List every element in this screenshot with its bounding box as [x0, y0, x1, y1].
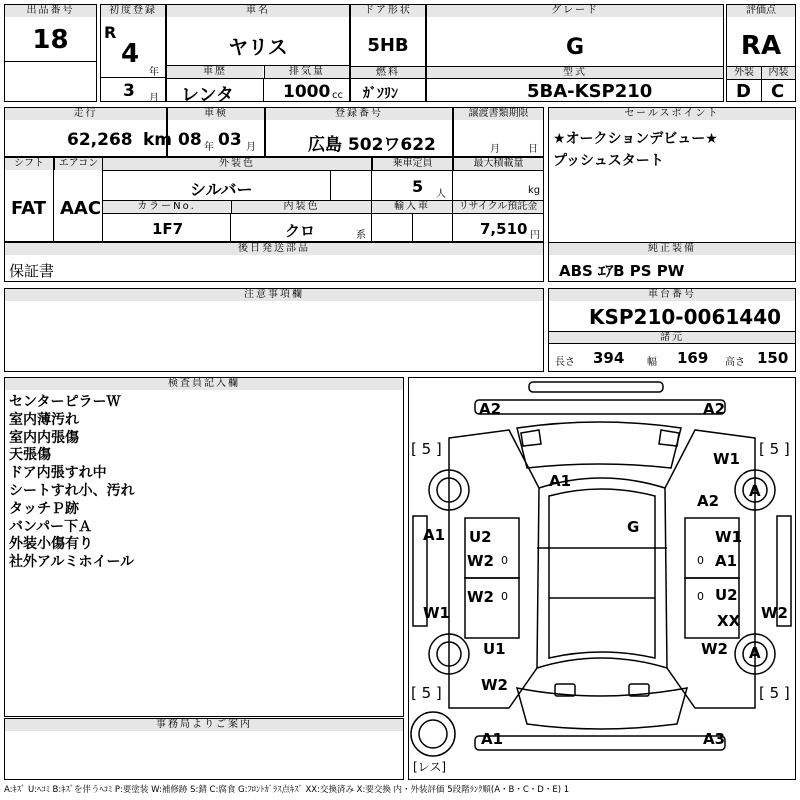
load-unit: kg [528, 185, 541, 196]
reg-year: 4 [121, 39, 140, 69]
later-parts: 保証書 [9, 262, 55, 280]
first-registration-label: 初度登録 [101, 5, 165, 17]
color-number-label: カラーNo. [103, 201, 230, 213]
office-notice-label: 事務局よりご案内 [5, 719, 403, 731]
lot-number-cell [4, 4, 97, 102]
model: 5BA-KSP210 [527, 81, 653, 102]
capacity-unit: 人 [436, 189, 446, 200]
transfer-cell [453, 107, 544, 157]
recycle-fee-unit: 円 [530, 230, 540, 241]
car-name: ヤリス [228, 35, 288, 59]
damage-mark: 0 [501, 590, 508, 603]
inspection-year-unit: 年 [204, 142, 214, 153]
sales-point-cell [548, 107, 796, 243]
damage-mark: [ 5 ] [411, 684, 442, 702]
genuine-equipment-label: 純正装備 [549, 243, 795, 255]
grade: G [565, 35, 585, 60]
damage-mark: W1 [423, 604, 450, 622]
caution-label: 注意事項欄 [5, 289, 543, 301]
damage-mark: A1 [715, 552, 738, 570]
damage-mark: A1 [481, 730, 504, 748]
damage-mark: A3 [703, 730, 726, 748]
door-label: ドア形状 [351, 5, 425, 17]
genuine-equipment: ABS ｴｱB PS PW [559, 262, 685, 280]
sales-point-label: セールスポイント [549, 108, 795, 120]
damage-mark: A2 [479, 400, 502, 418]
sales-line-2: プッシュスタート [553, 153, 664, 169]
specs-label: 諸元 [549, 331, 795, 344]
displacement-label: 排気量 [264, 66, 349, 78]
ac-label: エアコン [54, 158, 102, 170]
inspector-note: ドア内張すれ中 [9, 465, 107, 482]
inspector-note: 外装小傷有り [9, 536, 93, 553]
damage-mark: W2 [701, 640, 728, 658]
damage-mark: A2 [697, 492, 720, 510]
inspector-notes-label: 検査員記入欄 [5, 378, 403, 390]
recycle-fee: 7,510 [480, 220, 528, 238]
car-name-label: 車名 [167, 5, 349, 17]
inspector-notes-list [9, 394, 135, 572]
interior-color-unit: 系 [356, 230, 366, 241]
first-registration-cell [100, 4, 166, 102]
mileage-unit: km [143, 130, 173, 150]
lot-number-label: 出品番号 [5, 5, 96, 17]
damage-mark: 0 [501, 554, 508, 567]
damage-mark: W2 [467, 588, 494, 606]
grade-label: グレード [427, 5, 723, 17]
width: 169 [677, 349, 709, 367]
damage-mark: 0 [697, 590, 704, 603]
later-parts-label: 後日発送部品 [5, 243, 543, 255]
color-number: 1F7 [152, 220, 184, 238]
caution-cell [4, 288, 544, 372]
exterior-grade-label: 外装 [727, 67, 761, 79]
office-notice-cell [4, 718, 404, 780]
exterior-grade: D [736, 81, 751, 102]
damage-mark: W2 [761, 604, 788, 622]
shift: FAT [11, 198, 47, 219]
displacement-unit: cc [332, 90, 343, 101]
inspector-note: 天張傷 [9, 447, 51, 464]
transfer-label: 譲渡書類期限 [454, 108, 543, 120]
plate-cell [265, 107, 453, 157]
damage-map [408, 377, 796, 780]
damage-mark: XX [717, 612, 741, 630]
damage-mark: U2 [469, 528, 492, 546]
damage-mark: W1 [715, 528, 742, 546]
damage-mark: [ 5 ] [411, 440, 442, 458]
inspector-note: 室内薄汚れ [9, 411, 79, 428]
reg-month: 3 [123, 81, 135, 101]
era: R [104, 23, 117, 42]
model-label: 型式 [427, 66, 723, 79]
damage-mark: W2 [467, 552, 494, 570]
damage-mark: W2 [481, 676, 508, 694]
recycle-label: リサイクル預託金 [453, 201, 543, 213]
damage-mark: A1 [423, 526, 446, 544]
damage-mark: 0 [697, 554, 704, 567]
inspector-note: シートすれ小、汚れ [9, 482, 135, 499]
damage-mark: [ 5 ] [759, 440, 790, 458]
air-conditioner: AAC [60, 198, 102, 219]
door-type: 5HB [367, 35, 409, 56]
grade-cell [426, 4, 724, 102]
interior-grade-label: 内装 [761, 67, 795, 79]
damage-mark: A1 [549, 472, 572, 490]
inspection-year: 08 [178, 130, 202, 150]
load-label: 最大積載量 [453, 158, 543, 170]
fuel-label: 燃料 [351, 66, 425, 79]
interior-grade: C [771, 81, 785, 102]
inspection-month: 03 [218, 130, 242, 150]
fuel: ｶﾞｿﾘﾝ [363, 86, 398, 102]
inspector-notes-cell [4, 377, 404, 717]
plate-label: 登録番号 [266, 108, 452, 120]
inspector-note: センターピラーＷ [9, 394, 121, 410]
capacity-label: 乗車定員 [372, 158, 452, 170]
interior-color: クロ [285, 222, 316, 240]
displacement: 1000 [283, 82, 331, 102]
mileage-cell [4, 107, 173, 157]
mileage-label: 走行 [5, 108, 166, 120]
damage-mark: A [749, 644, 761, 662]
capacity: 5 [412, 177, 424, 196]
inspector-note: 社外アルミホイール [9, 554, 135, 571]
inspection-month-unit: 月 [246, 142, 256, 153]
chassis-cell [548, 288, 796, 372]
damage-mark: W1 [713, 450, 740, 468]
damage-mark: A [749, 482, 761, 500]
inspector-note: バンパー下Ａ [9, 518, 93, 535]
door-cell [350, 4, 426, 102]
damage-mark: [ 5 ] [759, 684, 790, 702]
import-label: 輸入車 [372, 201, 452, 213]
chassis-number: KSP210-0061440 [589, 305, 782, 329]
sales-line-1: ★オークションデビュー★ [553, 131, 718, 147]
transfer-month: 月 [490, 144, 500, 155]
reg-month-unit: 月 [149, 93, 159, 104]
car-name-cell [166, 4, 350, 106]
inspection-label: 車検 [168, 108, 264, 120]
chassis-label: 車台番号 [549, 289, 795, 301]
exterior-color-label: 外装色 [103, 158, 371, 170]
inspector-note: 室内内張傷 [9, 429, 79, 446]
legend: A:ｷｽﾞ U:ﾍｺﾐ B:ｷｽﾞを伴うﾍｺﾐ P:要塗装 W:補修跡 S:錆 C:腐食 G:ﾌﾛﾝﾄｶﾞﾗｽ点ｷｽﾞ XX:交換済み X:要交換 内・外装評価 5段階ﾗﾝｸ順(A・B・C・D・E) 1 [4, 785, 570, 795]
inspector-note: タッチＰ跡 [9, 500, 79, 517]
transfer-day: 日 [528, 144, 538, 155]
height-label: 高さ [725, 357, 745, 368]
car-outline-diagram [409, 378, 795, 779]
length-label: 長さ [555, 357, 575, 368]
damage-mark: A2 [703, 400, 726, 418]
car-history: レンタ [181, 85, 234, 106]
reg-year-unit: 年 [149, 67, 159, 78]
mileage: 62,268 [67, 130, 133, 150]
width-label: 幅 [647, 357, 657, 368]
damage-mark: U2 [715, 586, 738, 604]
interior-color-label: 内装色 [231, 201, 371, 213]
lot-number: 18 [32, 25, 69, 55]
later-parts-cell [4, 242, 544, 282]
inspection-cell [167, 107, 265, 157]
damage-mark: U1 [483, 640, 506, 658]
genuine-equipment-cell [548, 242, 796, 282]
length: 394 [593, 349, 625, 367]
history-label: 車歴 [167, 66, 263, 78]
height: 150 [757, 349, 789, 367]
score: RA [740, 31, 782, 61]
score-cell [726, 4, 796, 102]
shift-label: シフト [5, 158, 53, 170]
score-label: 評価点 [727, 5, 795, 17]
exterior-color: シルバー [190, 180, 253, 199]
damage-mark: [レス] [413, 760, 447, 774]
plate-number: 広島 502ワ622 [308, 135, 436, 155]
damage-mark: G [627, 518, 640, 536]
